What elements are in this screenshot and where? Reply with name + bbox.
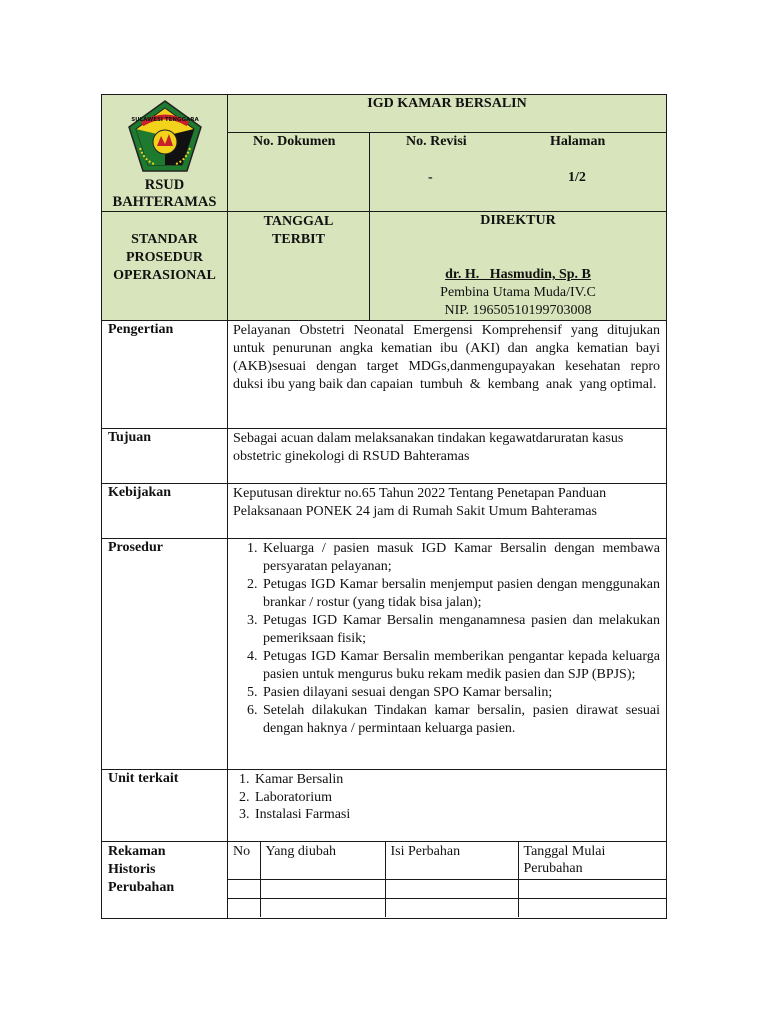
row-rekaman bbox=[102, 842, 667, 919]
no-dokumen-label: No. Dokumen bbox=[253, 134, 336, 149]
list-item: 3. Instalasi Farmasi bbox=[253, 806, 660, 824]
row-pengertian bbox=[102, 321, 667, 429]
direktur-name: dr. H. Hasmudin, Sp. B bbox=[445, 267, 591, 282]
document-header bbox=[101, 94, 667, 320]
revisi-halaman-cell bbox=[370, 133, 666, 212]
kebijakan-text: Keputusan direktur no.65 Tahun 2022 Tentang Penetapan Panduan Pelaksanaan PONEK 24 jam di Rumah Sakit Umum Bahteramas bbox=[228, 484, 667, 539]
pentagon-emblem-icon bbox=[126, 98, 204, 176]
halaman-label: Halaman bbox=[550, 134, 606, 149]
row-unit-terkait bbox=[102, 770, 667, 842]
list-item: 2. Laboratorium bbox=[253, 789, 660, 807]
spo-label-cell bbox=[102, 212, 228, 321]
pengertian-text: Pelayanan Obstetri Neonatal Emergensi Komprehensif yang ditujukan untuk penurunan angka kematian ibu (AKI) dan angka kematian bayi (AKB)sesuai dengan target MDGs,danmengupayakan kesehatan repro duksi ibu yang baik dan capaian tumbuh & kembang anak yang optimal. bbox=[228, 321, 667, 429]
row-kebijakan bbox=[102, 484, 667, 539]
list-item: 4. Petugas IGD Kamar Bersalin memberikan pengantar kepada keluarga pasien untuk mengurus buku rekam medik pasien dan SJP (BPJS); bbox=[261, 648, 660, 684]
table-row bbox=[228, 879, 666, 898]
direktur-cell bbox=[370, 212, 666, 321]
list-item: 3. Petugas IGD Kamar Bersalin menganamnesa pasien dan melakukan pemeriksaan fisik; bbox=[261, 612, 660, 648]
row-tujuan bbox=[102, 429, 667, 484]
tanggal-terbit-cell bbox=[228, 212, 370, 321]
table-row bbox=[228, 898, 666, 917]
table-row bbox=[228, 842, 666, 879]
spo-label: STANDAR PROSEDUR OPERASIONAL bbox=[113, 232, 216, 283]
list-item: 1. Kamar Bersalin bbox=[253, 771, 660, 789]
col-no-header: No bbox=[228, 842, 260, 879]
sop-document bbox=[101, 94, 667, 919]
list-item: 2. Petugas IGD Kamar bersalin menjemput pasien dengan menggunakan brankar / rostur (yang tidak bisa jalan); bbox=[261, 576, 660, 612]
col-tanggal-header: Tanggal Mulai Perubahan bbox=[518, 842, 666, 879]
unit-terkait-list bbox=[233, 771, 660, 824]
logo-text: SULAWESI TENGGARA bbox=[131, 117, 199, 123]
sop-body-table bbox=[101, 320, 667, 919]
hospital-name: RSUD BAHTERAMAS bbox=[112, 177, 217, 210]
halaman-value: 1/2 bbox=[568, 170, 586, 185]
rekaman-label: Rekaman Historis Perubahan bbox=[102, 842, 228, 919]
direktur-rank: Pembina Utama Muda/IV.C bbox=[440, 285, 596, 300]
direktur-label: DIREKTUR bbox=[480, 213, 556, 228]
list-item: 5. Pasien dilayani sesuai dengan SPO Kamar bersalin; bbox=[261, 684, 660, 702]
list-item: 1. Keluarga / pasien masuk IGD Kamar Bersalin dengan membawa persyaratan pelayanan; bbox=[261, 540, 660, 576]
unit-terkait-label: Unit terkait bbox=[102, 770, 228, 842]
row-prosedur bbox=[102, 539, 667, 770]
kebijakan-label: Kebijakan bbox=[102, 484, 228, 539]
direktur-nip: NIP. 19650510199703008 bbox=[444, 303, 592, 318]
tujuan-label: Tujuan bbox=[102, 429, 228, 484]
prosedur-label: Prosedur bbox=[102, 539, 228, 770]
no-dokumen-cell bbox=[228, 133, 370, 212]
tujuan-text: Sebagai acuan dalam melaksanakan tindakan kegawatdaruratan kasus obstetric ginekologi di RSUD Bahteramas bbox=[228, 429, 667, 484]
document-title: IGD KAMAR BERSALIN bbox=[228, 95, 666, 133]
col-isi-perbahan-header: Isi Perbahan bbox=[385, 842, 518, 879]
no-revisi-value: - bbox=[428, 170, 433, 185]
prosedur-cell bbox=[228, 539, 667, 770]
tanggal-terbit-label: TANGGAL TERBIT bbox=[263, 214, 334, 247]
hospital-logo bbox=[126, 98, 204, 176]
prosedur-list bbox=[233, 540, 660, 738]
no-revisi-label: No. Revisi bbox=[406, 134, 467, 149]
list-item: 6. Setelah dilakukan Tindakan kamar bersalin, pasien dirawat sesuai dengan haknya / permintaan keluarga pasien. bbox=[261, 702, 660, 738]
pengertian-label: Pengertian bbox=[102, 321, 228, 429]
col-yang-diubah-header: Yang diubah bbox=[260, 842, 385, 879]
rekaman-cell bbox=[228, 842, 667, 919]
unit-terkait-cell bbox=[228, 770, 667, 842]
history-table bbox=[228, 842, 666, 917]
logo-cell bbox=[102, 95, 228, 212]
